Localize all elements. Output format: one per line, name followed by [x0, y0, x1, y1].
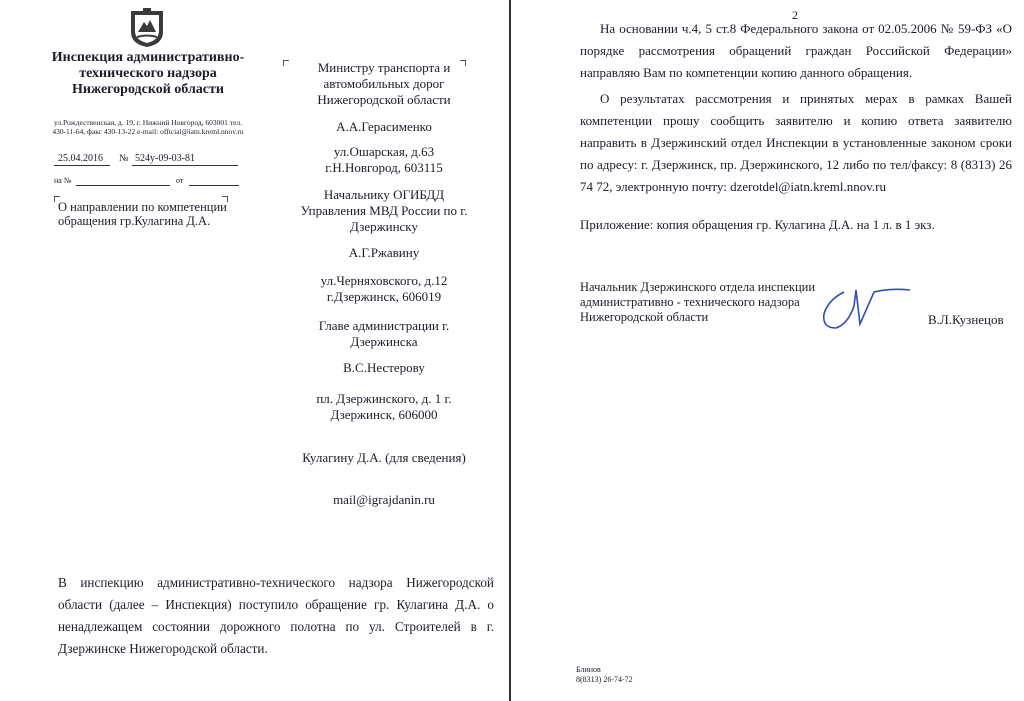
recipient-1-name: А.А.Герасименко: [336, 119, 432, 134]
recipient-3-name: В.С.Нестерову: [343, 360, 425, 375]
signature-icon: [814, 284, 914, 334]
letter-body: В инспекцию административно-технического надзора Нижегородской области (далее – Инспекция) поступило обращение гр. Кулагина Д.А. о ненадлежащем состоянии дорожного полотна по ул. Строителей в г. Дзержинске Нижегородской области.: [58, 575, 494, 656]
letter-page-2: [512, 0, 1024, 701]
recipient-1-address: ул.Ошарская, д.63 г.Н.Новгород, 603115: [325, 144, 443, 175]
registration-date: 25.04.2016: [58, 153, 103, 164]
from-label: от: [176, 176, 184, 185]
paragraph-legal-basis: На основании ч.4, 5 ст.8 Федерального закона от 02.05.2006 № 59-ФЗ «О порядке рассмотрения обращений граждан Российской Федерации» направляю Вам по компетенции копию данного обращения.: [580, 21, 1012, 80]
letter-subject: О направлении по компетенции обращения гр.Кулагина Д.А.: [58, 200, 227, 228]
registration-number: 524у-09-03-81: [135, 153, 195, 164]
recipient-2-address: ул.Черняховского, д.12 г.Дзержинск, 606019: [320, 273, 448, 304]
registration-number-label: №: [119, 153, 129, 164]
recipient-1-position: Министру транспорта и автомобильных дорог Нижегородской области: [317, 60, 451, 107]
recipient-3-address: пл. Дзержинского, д. 1 г. Дзержинск, 606000: [316, 391, 452, 422]
attachment-note: Приложение: копия обращения гр. Кулагина Д.А. на 1 л. в 1 экз.: [580, 217, 935, 232]
page-number: 2: [792, 8, 798, 22]
in-reply-label: на №: [54, 176, 72, 185]
issuer-name: Инспекция административно-технического надзора Нижегородской области: [51, 50, 245, 97]
recipient-4-position: Кулагину Д.А. (для сведения): [302, 450, 466, 465]
issuer-address: ул.Рождественская, д. 19, г. Нижний Новгород, 603001 тел. 430-11-64, факс 430-13-22 e-mail: official@iatn.kreml.nnov.ru: [52, 118, 244, 136]
signer-title: Начальник Дзержинского отдела инспекции административно - технического надзора Нижегородской области: [580, 280, 816, 324]
executor-name: Блинов: [576, 665, 601, 674]
executor-phone: 8(8313) 26-74-72: [576, 675, 633, 684]
paragraph-request: О результатах рассмотрения и принятых мерах в рамках Вашей компетенции прошу сообщить заявителю и копию ответа заявителю направить в Дзержинский отдел Инспекции в установленные законом сроки по адресу: г. Дзержинск, пр. Дзержинского, 12 либо по тел/факсу: 8 (8313) 26 74 72, электронную почту: dzerotdel@iatn.kreml.nnov.ru: [580, 91, 1012, 194]
coat-of-arms-icon: [128, 8, 166, 48]
recipient-3-position: Главе администрации г. Дзержинска: [318, 318, 450, 349]
page-divider: [509, 0, 511, 701]
recipient-2-position: Начальнику ОГИБДД Управления МВД России по г. Дзержинску: [300, 187, 468, 234]
recipient-4-email: mail@igrajdanin.ru: [333, 492, 435, 507]
letter-page-1: [0, 0, 510, 701]
recipient-2-name: А.Г.Ржавину: [348, 245, 420, 260]
signer-name: В.Л.Кузнецов: [928, 312, 1004, 327]
